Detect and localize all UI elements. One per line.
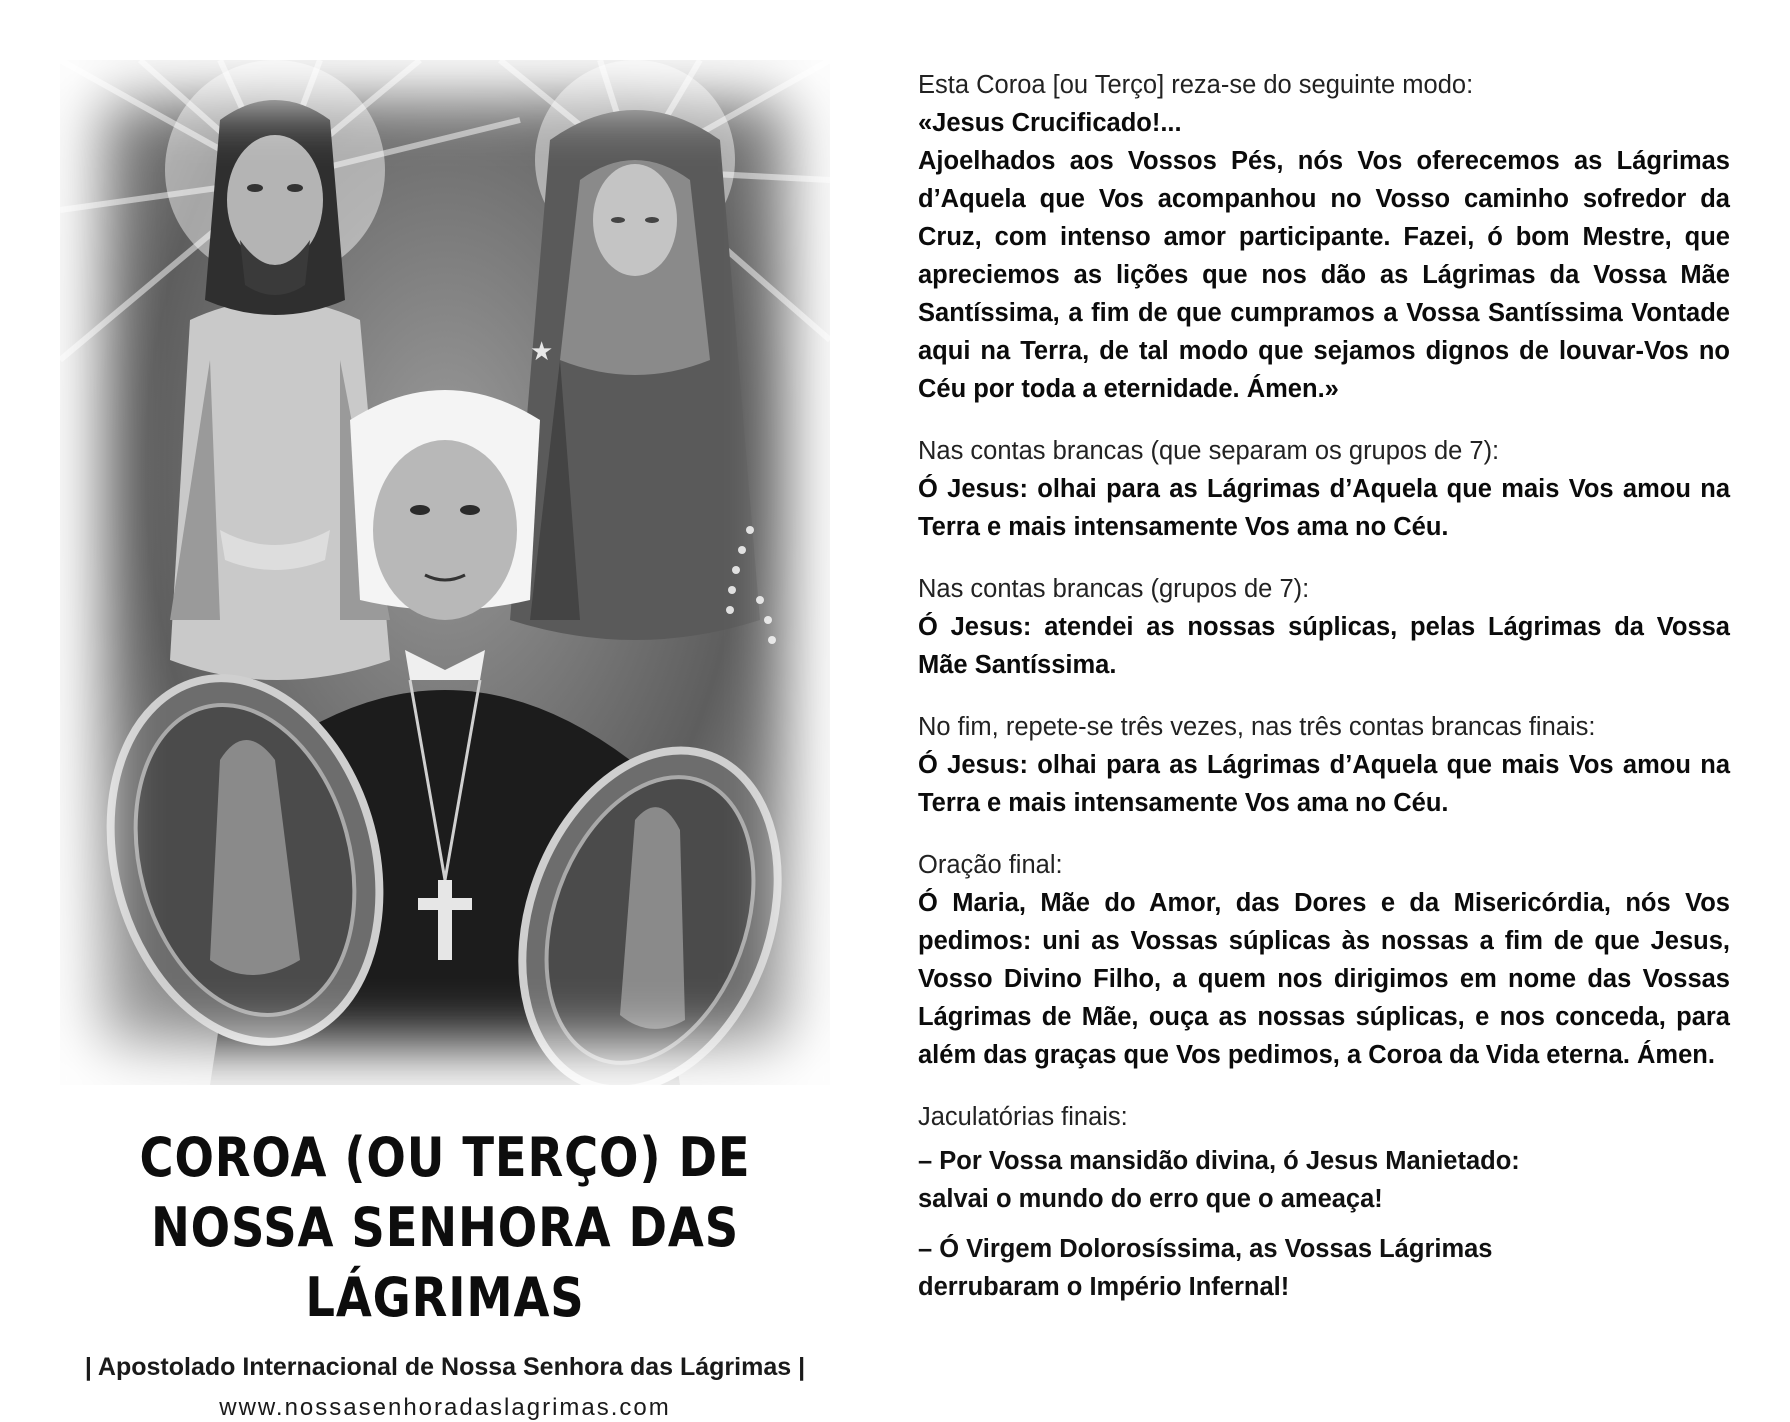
separator-beads-intro: Nas contas brancas (que separam os grupos de 7):: [918, 437, 1500, 465]
ejaculation-2-line-2: derrubaram o Império Infernal!: [918, 1273, 1290, 1301]
left-panel: [60, 60, 830, 1422]
prayer-text-column: [918, 66, 1730, 1306]
svg-text:★: ★: [530, 336, 554, 366]
mary-figure: [510, 110, 776, 644]
ejaculation-1: [918, 1142, 1730, 1218]
ejaculation-1-line-1: – Por Vossa mansidão divina, ó Jesus Manietado:: [918, 1147, 1520, 1175]
final-beads-block: [918, 708, 1730, 822]
devotional-image: [60, 60, 830, 1085]
group-beads-block: [918, 570, 1730, 684]
ejaculation-2-line-1: – Ó Virgem Dolorosíssima, as Vossas Lágrimas: [918, 1235, 1493, 1263]
opening-prayer-block: [918, 66, 1730, 408]
page-title: [114, 1123, 776, 1333]
ejaculations-intro: Jaculatórias finais:: [918, 1103, 1128, 1131]
title-line-2: NOSSA SENHORA DAS LÁGRIMAS: [150, 1196, 740, 1329]
opening-intro: Esta Coroa [ou Terço] reza-se do seguinte modo:: [918, 71, 1474, 99]
separator-beads-block: [918, 432, 1730, 546]
ejaculations-block: [918, 1098, 1730, 1306]
final-prayer-intro: Oração final:: [918, 851, 1063, 879]
opening-prayer: Ajoelhados aos Vossos Pés, nós Vos oferecemos as Lágrimas d’Aquela que Vos acompanhou no Vosso caminho sofredor da Cruz, com intenso amor participante. Fazei, ó bom Mestre, que apreciemos as lições que nos dão as Lágrimas da Vossa Mãe Santíssima, a fim de que cumpramos a Vossa Santíssima Vontade aqui na Terra, de tal modo que sejamos dignos de louvar-Vos no Céu por toda a eternidade. Ámen.»: [918, 147, 1730, 403]
website-link[interactable]: www.nossasenhoradaslagrimas.com: [219, 1394, 671, 1421]
ejaculation-2: [918, 1230, 1730, 1306]
final-prayer-block: [918, 846, 1730, 1074]
final-prayer: Ó Maria, Mãe do Amor, das Dores e da Misericórdia, nós Vos pedimos: uni as Vossas súplicas às nossas a fim de que Jesus, Vosso Divino Filho, a quem nos dirigimos em nome das Vossas Lágrimas de Mãe, ouça as nossas súplicas, e nos conceda, para além das graças que Vos pedimos, a Coroa da Vida eterna. Ámen.: [918, 889, 1730, 1069]
ejaculation-1-line-2: salvai o mundo do erro que o ameaça!: [918, 1185, 1383, 1213]
separator-beads-prayer: Ó Jesus: olhai para as Lágrimas d’Aquela que mais Vos amou na Terra e mais intensamente Vos ama no Céu.: [918, 475, 1730, 541]
final-beads-prayer: Ó Jesus: olhai para as Lágrimas d’Aquela que mais Vos amou na Terra e mais intensamente Vos ama no Céu.: [918, 751, 1730, 817]
final-beads-intro: No fim, repete-se três vezes, nas três contas brancas finais:: [918, 713, 1596, 741]
apostolate-subtitle: | Apostolado Internacional de Nossa Senhora das Lágrimas |: [84, 1353, 806, 1381]
opening-invocation: «Jesus Crucificado!...: [918, 109, 1182, 137]
devotional-illustration: [60, 60, 830, 1085]
group-beads-intro: Nas contas brancas (grupos de 7):: [918, 575, 1310, 603]
title-line-1: COROA (OU TERÇO) DE: [139, 1126, 751, 1189]
group-beads-prayer: Ó Jesus: atendei as nossas súplicas, pelas Lágrimas da Vossa Mãe Santíssima.: [918, 613, 1730, 679]
